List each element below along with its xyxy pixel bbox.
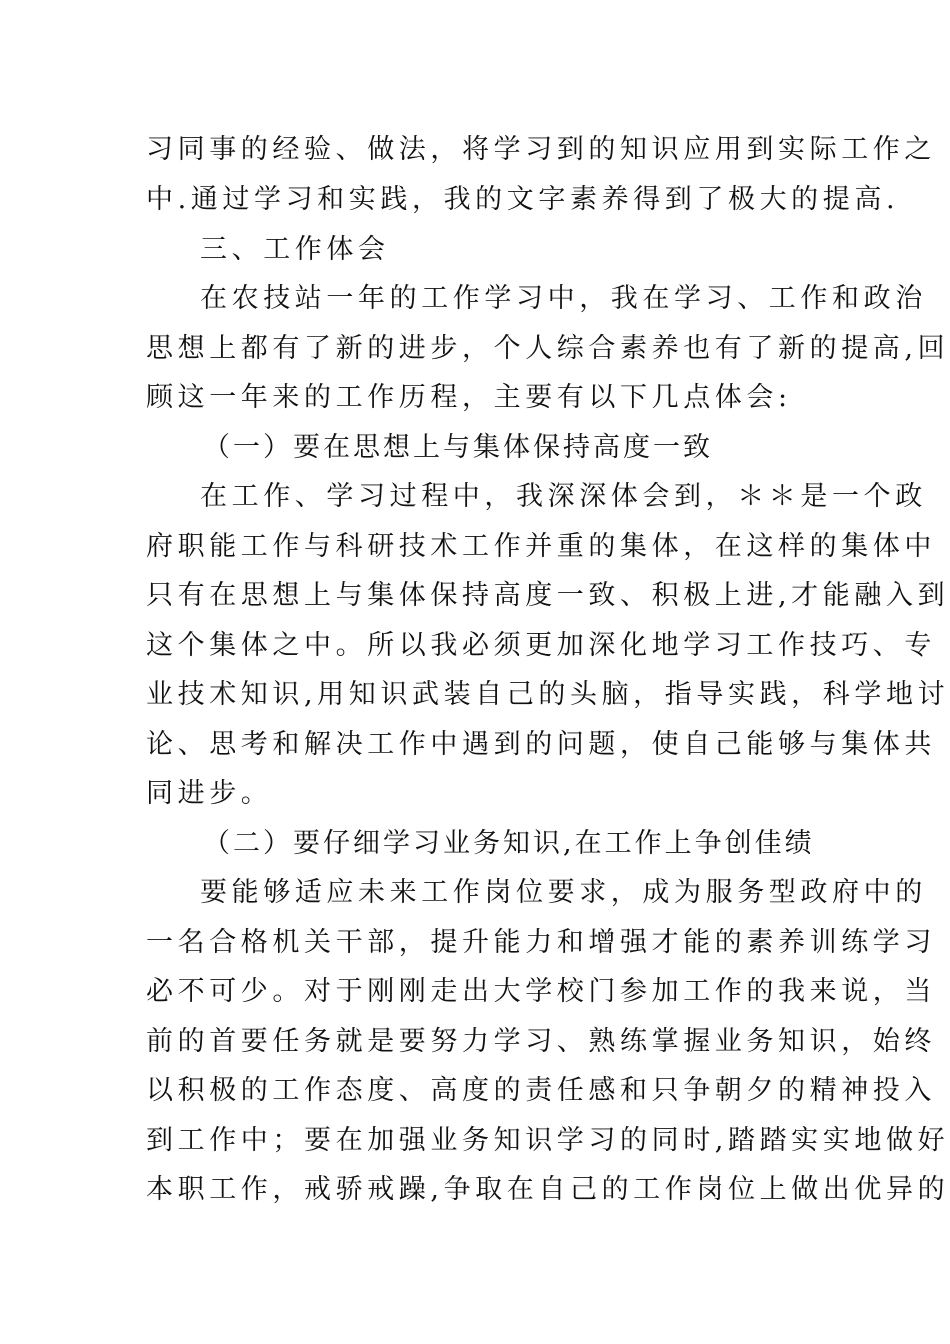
- text-line: 本职工作，戒骄戒躁,争取在自己的工作岗位上做出优异的: [146, 1174, 950, 1205]
- text-line: 到工作中；要在加强业务知识学习的同时,踏踏实实地做好: [146, 1125, 950, 1156]
- text-line: 业技术知识,用知识武装自己的头脑，指导实践，科学地讨: [146, 679, 950, 710]
- text-line: 以积极的工作态度、高度的责任感和只争朝夕的精神投入: [146, 1075, 936, 1106]
- section-heading: 三、工作体会: [200, 234, 390, 265]
- text-line: 一名合格机关干部，提升能力和增强才能的素养训练学习: [146, 927, 936, 958]
- text-line: 思想上都有了新的进步，个人综合素养也有了新的提高,回: [146, 333, 950, 364]
- text-line: 习同事的经验、做法，将学习到的知识应用到实际工作之: [146, 134, 936, 165]
- subsection-heading: （一）要在思想上与集体保持高度一致: [203, 432, 713, 463]
- text-line: 必不可少。对于刚刚走出大学校门参加工作的我来说，当: [146, 976, 936, 1007]
- text-line: 只有在思想上与集体保持高度一致、积极上进,才能融入到: [146, 580, 950, 611]
- text-line: 在工作、学习过程中，我深深体会到，＊＊是一个政: [200, 481, 927, 512]
- text-line: 同进步。: [146, 778, 273, 809]
- text-line: 中.通过学习和实践，我的文字素养得到了极大的提高.: [146, 184, 900, 215]
- text-line: 论、思考和解决工作中遇到的问题，使自己能够与集体共: [146, 729, 936, 760]
- text-line: 在农技站一年的工作学习中，我在学习、工作和政治: [200, 283, 927, 314]
- text-line: 府职能工作与科研技术工作并重的集体，在这样的集体中: [146, 531, 936, 562]
- text-line: 前的首要任务就是要努力学习、熟练掌握业务知识，始终: [146, 1026, 936, 1057]
- text-line: 要能够适应未来工作岗位要求，成为服务型政府中的: [200, 877, 927, 908]
- subsection-heading: （二）要仔细学习业务知识,在工作上争创佳绩: [203, 828, 815, 859]
- text-line: 这个集体之中。所以我必须更加深化地学习工作技巧、专: [146, 630, 936, 661]
- text-line: 顾这一年来的工作历程，主要有以下几点体会:: [146, 382, 792, 413]
